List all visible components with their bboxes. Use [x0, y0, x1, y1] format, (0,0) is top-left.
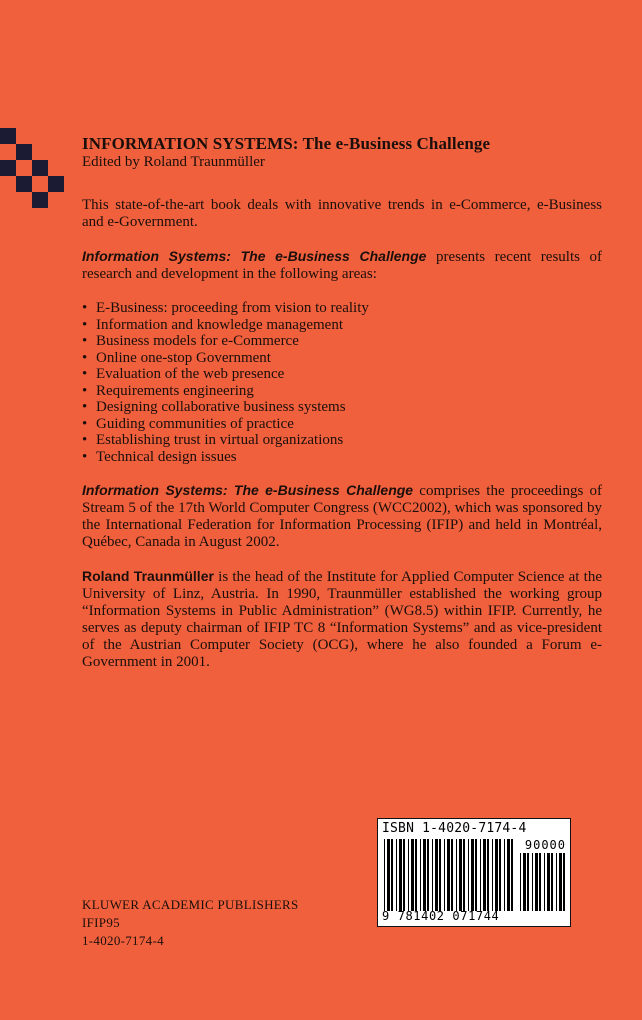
- topic-item: • Online one-stop Government: [82, 350, 602, 367]
- topic-item: • Technical design issues: [82, 449, 602, 466]
- intro-paragraph: This state-of-the-art book deals with innovative trends in e-Commerce, e-Business and e-Government.: [82, 197, 602, 230]
- topic-item: • Designing collaborative business systems: [82, 399, 602, 416]
- proceedings-rest: comprises the proceedings of Stream 5 of the 17th World Computer Congress (WCC2002), which was sponsored by the International Federation for Information Processing (IFIP) and held in Montréal, Québec, Canada in August 2002.: [82, 483, 602, 550]
- proceedings-paragraph: [82, 482, 602, 551]
- barcode-isbn-label: ISBN 1-4020-7174-4: [382, 821, 527, 836]
- author-bio-paragraph: [82, 568, 602, 671]
- topic-item: • E-Business: proceeding from vision to reality: [82, 300, 602, 317]
- series-code: IFIP95: [82, 915, 120, 930]
- topic-item: • Guiding communities of practice: [82, 416, 602, 433]
- back-cover-text: [82, 134, 602, 688]
- checkerboard-pattern: [0, 128, 80, 208]
- publisher-isbn: 1-4020-7174-4: [82, 933, 164, 948]
- areas-intro-paragraph: [82, 248, 602, 283]
- topic-item: • Business models for e-Commerce: [82, 333, 602, 350]
- areas-intro-emphasis: Information Systems: The e-Business Challenge: [82, 248, 427, 264]
- proceedings-emphasis: Information Systems: The e-Business Challenge: [82, 482, 414, 498]
- barcode-digits: 9 781402 071744: [382, 909, 500, 923]
- book-title: INFORMATION SYSTEMS: The e-Business Challenge: [82, 134, 491, 153]
- barcode-addon-number: 90000: [524, 838, 566, 852]
- author-bio-rest: is the head of the Institute for Applied Computer Science at the University of Linz, Austria. In 1990, Traunmüller established the working group “Information Systems in Public Administration” (WG8.5) within IFIP. Currently, he serves as deputy chairman of IFIP TC 8 “Information Systems” and as vice-president of the Austrian Computer Society (OCG), where he also founded a Forum e-Government in 2001.: [82, 569, 602, 670]
- topic-item: • Requirements engineering: [82, 383, 602, 400]
- editor-line: Edited by Roland Traunmüller: [82, 154, 265, 170]
- publisher-block: [82, 896, 299, 950]
- isbn-barcode: [377, 818, 571, 927]
- topic-item: • Establishing trust in virtual organizations: [82, 432, 602, 449]
- publisher-name: KLUWER ACADEMIC PUBLISHERS: [82, 897, 299, 912]
- areas-intro-rest: presents recent results of research and development in the following areas:: [82, 249, 602, 282]
- author-name: Roland Traunmüller: [82, 568, 214, 584]
- topic-item: • Information and knowledge management: [82, 317, 602, 334]
- topic-item: • Evaluation of the web presence: [82, 366, 602, 383]
- topic-list: [82, 300, 602, 465]
